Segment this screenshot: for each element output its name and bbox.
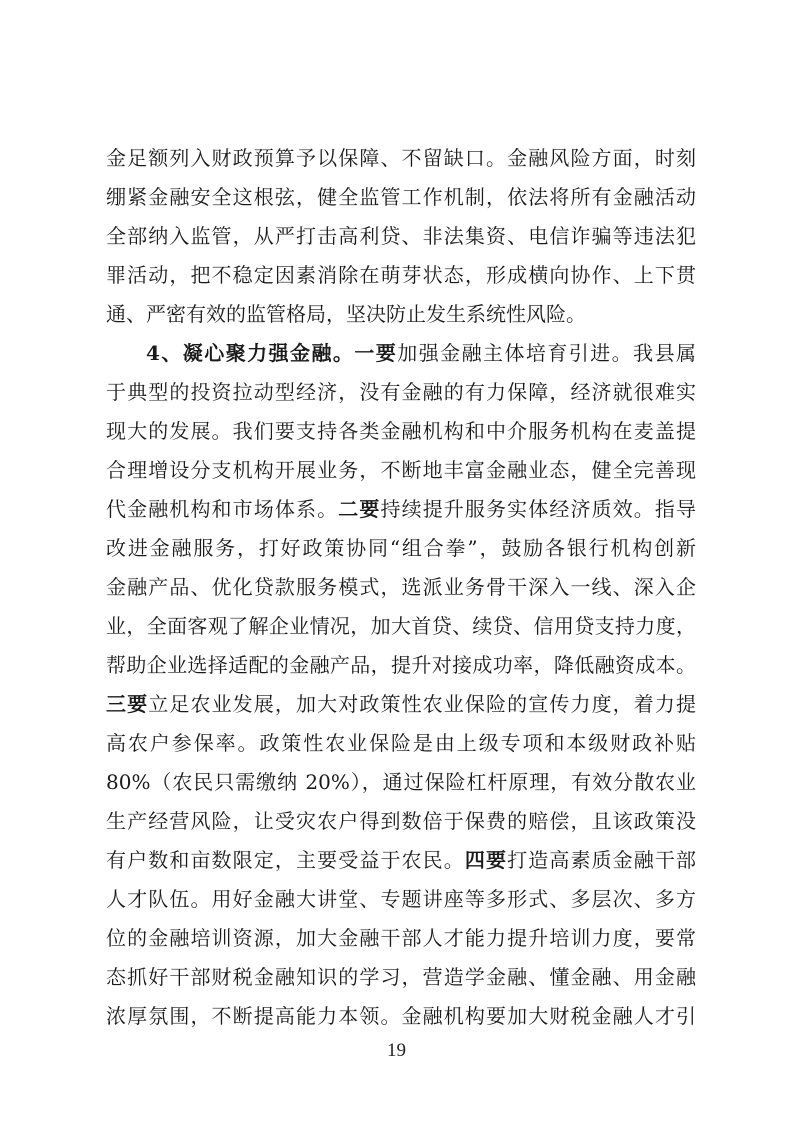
text-line: 罪活动，把不稳定因素消除在萌芽状态，形成横向协作、上下贯 [106,263,696,287]
text-line: 改进金融服务，打好政策协同“组合拳”，鼓励各银行机构创新 [106,536,696,560]
text-line: 三要立足农业发展，加大对政策性农业保险的宣传力度，着力提 [106,692,697,716]
text-line: 位的金融培训资源，加大金融干部人才能力提升培训力度，要常 [106,926,696,950]
text-line: 浓厚氛围，不断提高能力本领。金融机构要加大财税金融人才引 [106,1004,696,1028]
text-line: 人才队伍。用好金融大讲堂、专题讲座等多形式、多层次、多方 [106,887,696,911]
text-line: 绷紧金融安全这根弦，健全监管工作机制，依法将所有金融活动 [106,185,696,209]
text-line: 高农户参保率。政策性农业保险是由上级专项和本级财政补贴 [106,731,696,755]
section-heading-line: 4、凝心聚力强金融。一要加强金融主体培育引进。我县属 [146,341,697,365]
text-line: 态抓好干部财税金融知识的学习，营造学金融、懂金融、用金融 [106,965,696,989]
text-line: 合理增设分支机构开展业务，不断地丰富金融业态，健全完善现 [106,458,696,482]
page-number: 19 [387,1040,406,1061]
text-line: 有户数和亩数限定，主要受益于农民。四要打造高素质金融干部 [106,848,697,872]
text-line: 通、严密有效的监管格局，坚决防止发生系统性风险。 [106,302,586,326]
text-line: 80%（农民只需缴纳 20%），通过保险杠杆原理，有效分散农业 [106,770,696,794]
text-line: 金足额列入财政预算予以保障、不留缺口。金融风险方面，时刻 [106,146,696,170]
point-marker: 二要 [338,497,381,521]
point-marker: 三要 [106,692,149,716]
text-line: 现大的发展。我们要支持各类金融机构和中介服务机构在麦盖提 [106,419,696,443]
section-heading: 4、凝心聚力强金融。 [146,341,355,365]
text-line: 业，全面客观了解企业情况，加大首贷、续贷、信用贷支持力度， [106,614,696,638]
body-text [106,139,696,1036]
text-line: 金融产品、优化贷款服务模式，选派业务骨干深入一线、深入企 [106,575,696,599]
text-line: 生产经营风险，让受灾农户得到数倍于保费的赔偿，且该政策没 [106,809,696,833]
text-line: 于典型的投资拉动型经济，没有金融的有力保障，经济就很难实 [106,380,696,404]
point-marker: 一要 [354,341,398,365]
text-line: 全部纳入监管，从严打击高利贷、非法集资、电信诈骗等违法犯 [106,224,696,248]
text-line: 代金融机构和市场体系。二要持续提升服务实体经济质效。指导 [106,497,697,521]
point-marker: 四要 [464,848,508,872]
text-line: 帮助企业选择适配的金融产品，提升对接成功率，降低融资成本。 [106,653,696,677]
